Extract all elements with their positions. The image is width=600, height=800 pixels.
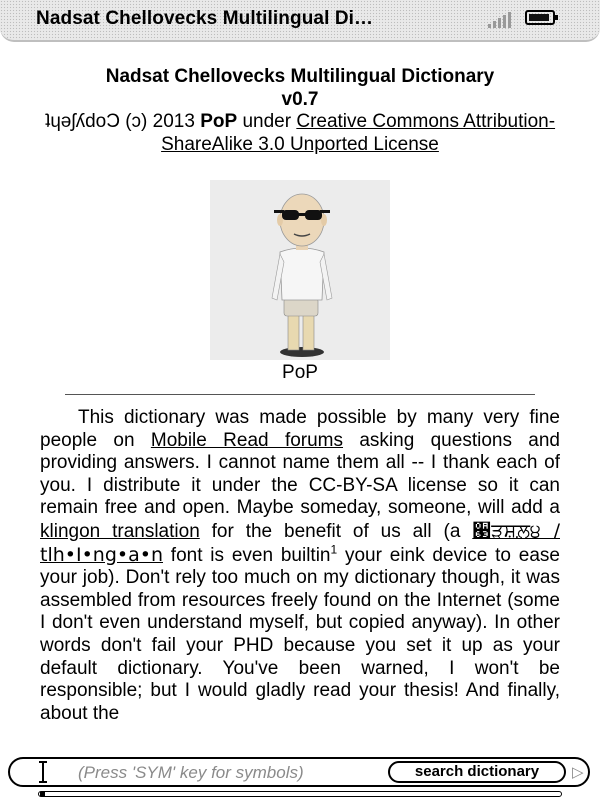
dictionary-content bbox=[40, 66, 560, 737]
reading-progress-bar bbox=[38, 791, 562, 797]
copyright-year: 2013 bbox=[152, 111, 195, 132]
klingon-translation-link[interactable]: klingon translation bbox=[40, 520, 200, 542]
copyleft-name: ʇɥǝʃʎdoƆ bbox=[44, 111, 120, 132]
body-text-3: for the benefit of us all (a bbox=[199, 520, 473, 542]
next-arrow-icon[interactable]: ▷ bbox=[572, 764, 584, 781]
search-bar bbox=[8, 757, 590, 787]
dictionary-title: Nadsat Chellovecks Multilingual Dictionary bbox=[105, 66, 495, 87]
divider bbox=[65, 394, 535, 395]
version-label: v0.7 bbox=[281, 88, 319, 110]
text-cursor-icon bbox=[42, 761, 44, 783]
progress-indicator bbox=[40, 792, 45, 796]
battery-fill bbox=[529, 14, 549, 21]
window-title: Nadsat Chellovecks Multilingual Di… bbox=[36, 8, 374, 29]
mobile-read-link[interactable]: Mobile Read forums bbox=[150, 429, 344, 451]
intro-paragraph bbox=[40, 407, 560, 737]
copyleft-line bbox=[40, 111, 560, 156]
avatar-figure-icon bbox=[210, 180, 390, 360]
klingon-font-link[interactable]: ੣ੜਸ਼ਲ਼੪ / tlh•I•ng•a•n bbox=[40, 519, 560, 566]
author-name: PoP bbox=[200, 111, 238, 132]
under-text: under bbox=[242, 111, 292, 132]
header bbox=[40, 66, 560, 156]
battery-icon bbox=[525, 10, 555, 25]
license-link[interactable]: Creative Commons Attribution-ShareAlike 3.0 Unported License bbox=[161, 111, 556, 155]
footnote-marker[interactable]: 1 bbox=[330, 542, 338, 557]
body-text-5: your eink device to ease your job). Don't rely too much on my dictionary though, it was assembled from resources freely found on the Internet (some I don't even understand myself, but copied anyway). In other words don't fail your PHD because you set it up as your default dictionary. You've been warned, I won't be responsible; but I would gladly read your thesis! And finally, about the bbox=[40, 544, 560, 724]
body-text-2: asking questions and providing answers. I cannot name them all -- I thank each of you. I distribute it under the CC-BY-SA license so it can remain free and open. Maybe someday, someone, will add a bbox=[40, 429, 560, 519]
body-text-1: This dictionary was made possible by many very fine people on bbox=[40, 407, 560, 451]
signal-strength-icon bbox=[488, 12, 518, 28]
body-text-4: font is even builtin bbox=[163, 544, 331, 566]
search-input[interactable]: (Press 'SYM' key for symbols) bbox=[78, 763, 304, 782]
copyleft-symbol: (ɔ) bbox=[125, 111, 148, 132]
search-dictionary-button[interactable]: search dictionary bbox=[388, 761, 566, 783]
avatar-caption: PoP bbox=[282, 362, 318, 383]
status-bar bbox=[0, 0, 600, 42]
